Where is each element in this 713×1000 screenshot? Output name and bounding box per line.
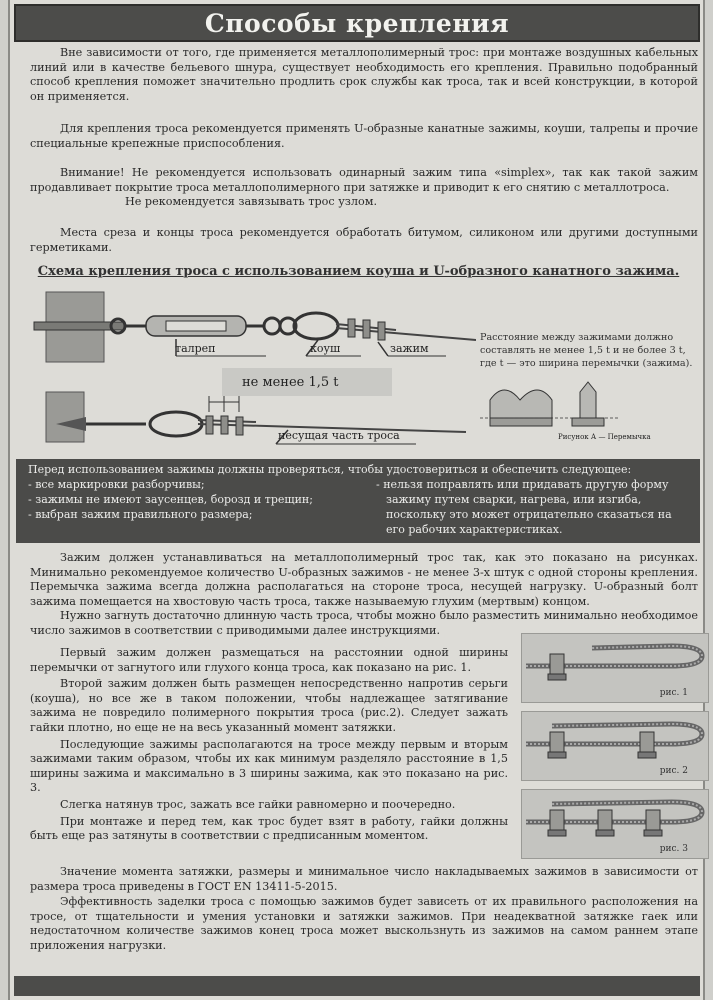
gost-text: Значение момента затяжки, размеры и минимальное число накладываемых зажимов в зависимости от размера троса приведены в ГОСТ EN 13411-5-2015. [30,865,698,893]
thimble-icon [294,313,338,339]
recommend-paragraph [30,122,698,151]
talrep-label: талреп [175,342,216,355]
check-right-list [376,477,696,537]
figure-a-caption: Рисунок А [558,433,597,441]
check-item: - зажимы не имеют заусенцев, борозд и трещин; [28,493,313,506]
check-item: его рабочих характеристиках. [386,523,563,536]
instruction-sheet [8,0,705,1000]
intro-paragraph [30,46,698,104]
final-text: Эффективность заделки троса с помощью зажимов будет зависеть от их правильного расположения на тросе, от тщательности и умения установки и затяжки зажимов. При неадекватной затяжке гаек или недостаточном количестве зажимов конец троса может выскользнуть из зажимов на самом раннем этапе приложения нагрузки. [30,895,698,952]
steps-block [30,646,508,846]
length-text: Нужно загнуть достаточно длинную часть троса, чтобы можно было разместить минимально необходимое число зажимов в соответствии с приводимыми далее инструкциями. [30,609,698,637]
page-title: Способы крепления [204,8,510,38]
step-text: Второй зажим должен быть размещен непосредственно напротив серьги (коуша), но все же в таком положении, чтобы надлежащее затягивание зажима не повредило полимерного покрытия троса (рис.2). Следует зажать гайки плотно, но еще не на весь указанный момент затяжки. [30,677,508,734]
check-item: - выбран зажим правильного размера; [28,508,253,521]
install-text: Зажим должен устанавливаться на металлополимерный трос так, как это показано на рисунках. Минимально рекомендуемое количество U-образных зажимов - не менее 3-х штук с одной стороны крепления. Перемычка зажима всегда должна располагаться на стороне троса, несущей нагрузку. U-образный болт зажима помещается на хвостовую часть троса, также называемую глухим (мертвым) концом. [30,551,698,608]
figure-2 [521,711,709,781]
warning-paragraph [30,166,698,210]
step-text: Последующие зажимы располагаются на тросе между первым и вторым зажимами таким образом, чтобы их как минимум разделяло расстояние в 1,5 ширины зажима и максимально в 3 ширины зажима, как это показано на рис. 3. [30,737,508,795]
intro-text: Вне зависимости от того, где применяется металлополимерный трос: при монтаже воздушных кабельных линий или в качестве бельевого шнура, существует необходимость его крепления. Правильно подобранный способ крепления поможет значительно продлить срок службы как троса, так и всей конструкции, в которой он применяется. [30,46,698,103]
check-item: - все маркировки разборчивы; [28,478,205,491]
check-box [16,459,700,543]
figure-caption: рис. 1 [659,688,688,698]
figure-caption: рис. 3 [659,844,688,854]
check-item: зажиму путем сварки, нагрева, или изгиба, [386,493,642,506]
warning-knot-text: Не рекомендуется завязывать трос узлом. [125,195,378,209]
title-bar [14,4,700,42]
final-paragraph [30,895,698,953]
min-distance-label: не менее 1,5 t [242,375,339,390]
zazhim-label: зажим [390,342,429,355]
clamp-icon [348,319,385,340]
koush-label: коуш [310,342,341,355]
recommend-text: Для крепления троса рекомендуется применять U-образные канатные зажимы, коуши, талрепы и прочие специальные крепежные приспособления. [30,122,698,150]
cut-ends-text: Места среза и концы троса рекомендуется обработать битумом, силиконом или другими доступными герметиками. [30,226,698,254]
bridge-section-icon [490,390,552,418]
figure-1 [521,633,709,703]
figure-caption: рис. 2 [659,766,688,776]
figure-3 [521,789,709,859]
check-item: поскольку это может отрицательно сказаться на [386,508,672,521]
cut-ends-paragraph [30,226,698,255]
install-paragraph [30,551,698,639]
step-text: Слегка натянув трос, зажать все гайки равномерно и поочередно. [60,797,456,811]
carrying-part-label: несущая часть троса [278,429,400,442]
warning-text: Внимание! Не рекомендуется использовать одинарный зажим типа «simplex», так как такой зажим продавливает покрытие троса металлополимерного при затяжке и приводит к его снятию с металлотроса. [30,166,698,194]
step-text: При монтаже и перед тем, как трос будет взят в работу, гайки должны быть еще раз затянуты в соответствии с предписанным моментом. [30,814,508,843]
mounting-scheme-diagram [26,284,476,456]
check-item: - нельзя поправлять или придавать другую форму [376,478,669,491]
figure-a-label [558,433,651,441]
check-left-list [28,477,368,522]
gost-paragraph [30,865,698,894]
bottom-bar [14,976,700,996]
scheme-title: Схема крепления троса с использованием коуша и U-образного канатного зажима. [37,264,680,279]
check-heading: Перед использованием зажимы должны проверяться, чтобы удостовериться и обеспечить следующее: [28,463,632,476]
step-text: Первый зажим должен размещаться на расстоянии одной ширины перемычки от загнутого или глухого конца троса, как показано на рис. 1. [30,646,508,674]
figure-a-legend: — Перемычка [598,433,651,441]
distance-note: Расстояние между зажимами должно составлять не менее 1,5 t и не более 3 t, где t — это ширина перемычки (зажима). [480,332,693,369]
